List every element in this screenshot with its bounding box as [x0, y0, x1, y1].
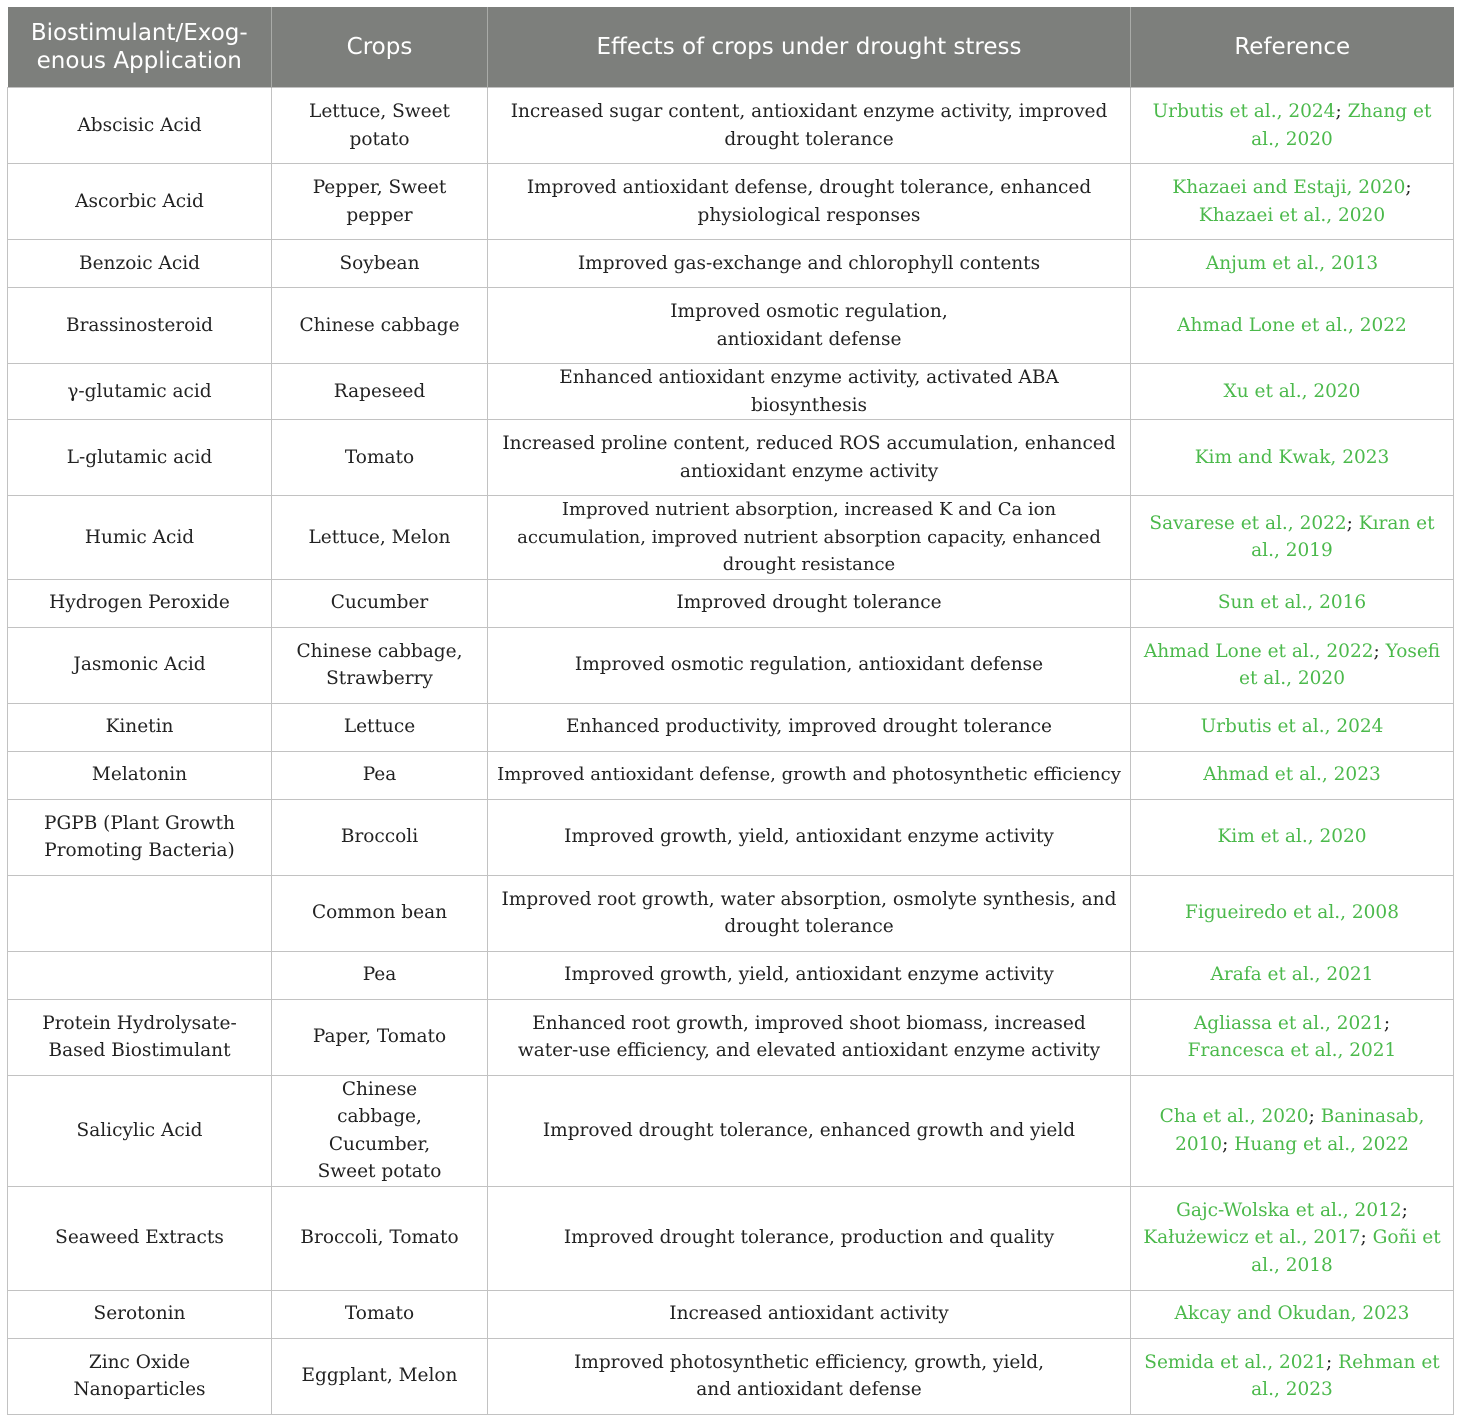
- cell-application: Seaweed Extracts: [8, 1186, 272, 1290]
- cell-application: Salicylic Acid: [8, 1075, 272, 1186]
- reference-link[interactable]: Ahmad Lone et al., 2022: [1177, 314, 1407, 336]
- table-row: [8, 703, 1454, 751]
- table-row: [8, 751, 1454, 799]
- cell-application: [8, 951, 272, 999]
- table-row: [8, 240, 1454, 288]
- reference-link[interactable]: Yosefi et al., 2020: [1239, 640, 1441, 689]
- reference-link[interactable]: Huang et al., 2022: [1234, 1133, 1409, 1155]
- cell-reference: [1131, 364, 1454, 420]
- cell-application: PGPB (Plant Growth Promoting Bacteria): [8, 799, 272, 875]
- reference-link[interactable]: Cha et al., 2020: [1159, 1106, 1309, 1127]
- cell-effects: Increased sugar content, antioxidant enzyme activity, improved drought tolerance: [488, 88, 1131, 164]
- reference-link[interactable]: Anjum et al., 2013: [1205, 252, 1379, 274]
- table-row: [8, 1075, 1454, 1186]
- table-row: [8, 88, 1454, 164]
- table-row: [8, 164, 1454, 240]
- header-effects: Effects of crops under drought stress: [488, 7, 1131, 88]
- cell-crops: Common bean: [272, 875, 488, 951]
- cell-application: Kinetin: [8, 703, 272, 751]
- cell-reference: [1131, 579, 1454, 627]
- header-reference: Reference: [1131, 7, 1454, 88]
- reference-link[interactable]: Figueiredo et al., 2008: [1185, 902, 1399, 924]
- reference-link[interactable]: Savarese et al., 2022: [1149, 512, 1347, 534]
- reference-link[interactable]: Kim and Kwak, 2023: [1194, 446, 1390, 468]
- reference-link[interactable]: Zhang et al., 2020: [1251, 101, 1432, 150]
- reference-link[interactable]: Arafa et al., 2021: [1210, 964, 1374, 986]
- reference-link[interactable]: Sun et al., 2016: [1217, 592, 1367, 614]
- cell-crops: Soybean: [272, 240, 488, 288]
- cell-effects: [488, 288, 1131, 364]
- table-row: [8, 579, 1454, 627]
- cell-application: γ-glutamic acid: [8, 364, 272, 420]
- cell-reference: Semida et al., 2021; Rehman et al., 2023: [1131, 1338, 1454, 1414]
- cell-application: Benzoic Acid: [8, 240, 272, 288]
- reference-link[interactable]: Kałużewicz et al., 2017: [1143, 1227, 1361, 1249]
- cell-reference: [1131, 751, 1454, 799]
- cell-effects: Increased proline content, reduced ROS accumulation, enhanced antioxidant enzyme activity: [488, 420, 1131, 496]
- reference-link[interactable]: Ahmad Lone et al., 2022: [1143, 640, 1374, 662]
- reference-link[interactable]: Khazaei and Estaji, 2020: [1172, 177, 1406, 198]
- cell-crops: Lettuce: [272, 703, 488, 751]
- reference-link[interactable]: Ahmad et al., 2023: [1203, 764, 1381, 786]
- cell-crops: Pea: [272, 951, 488, 999]
- reference-link[interactable]: Rehman et al., 2023: [1251, 1351, 1440, 1400]
- cell-application: Abscisic Acid: [8, 88, 272, 164]
- cell-reference: [1131, 951, 1454, 999]
- cell-crops: Pepper, Sweet pepper: [272, 164, 488, 240]
- table-row: [8, 951, 1454, 999]
- reference-link[interactable]: Akcay and Okudan, 2023: [1174, 1303, 1410, 1325]
- cell-application: [8, 875, 272, 951]
- cell-application: Melatonin: [8, 751, 272, 799]
- cell-crops: Paper, Tomato: [272, 999, 488, 1075]
- cell-effects: Improved antioxidant defense, growth and photosynthetic efficiency: [488, 751, 1131, 799]
- cell-crops: Cucumber: [272, 579, 488, 627]
- reference-link[interactable]: Urbutis et al., 2024: [1152, 101, 1336, 122]
- cell-effects: Enhanced productivity, improved drought tolerance: [488, 703, 1131, 751]
- cell-effects: Enhanced root growth, improved shoot biomass, increased water-use efficiency, and elevated antioxidant enzyme activity: [488, 999, 1131, 1075]
- cell-effects: Improved gas-exchange and chlorophyll contents: [488, 240, 1131, 288]
- effects-text: Improved osmotic regulation, antioxidant defense: [670, 301, 948, 350]
- table-row: [8, 799, 1454, 875]
- reference-link[interactable]: Khazaei et al., 2020: [1198, 204, 1386, 226]
- cell-effects: Improved osmotic regulation, antioxidant defense: [488, 627, 1131, 703]
- table-row: [8, 420, 1454, 496]
- cell-crops: Chinese cabbage, Strawberry: [272, 627, 488, 703]
- cell-crops: Lettuce, Sweet potato: [272, 88, 488, 164]
- cell-crops: Pea: [272, 751, 488, 799]
- reference-link[interactable]: Agliassa et al., 2021: [1193, 1012, 1384, 1034]
- table-row: [8, 1186, 1454, 1290]
- cell-reference: [1131, 703, 1454, 751]
- reference-link[interactable]: Francesca et al., 2021: [1187, 1040, 1397, 1061]
- reference-link[interactable]: Kıran et al., 2019: [1251, 512, 1435, 562]
- cell-effects: Improved root growth, water absorption, osmolyte synthesis, and drought tolerance: [488, 875, 1131, 951]
- cell-application: Serotonin: [8, 1290, 272, 1338]
- reference-link[interactable]: Urbutis et al., 2024: [1200, 716, 1384, 738]
- cell-crops: Lettuce, Melon: [272, 496, 488, 580]
- cell-effects: Improved nutrient absorption, increased K and Ca ion accumulation, improved nutrient absorption capacity, enhanced drought resistance: [488, 496, 1131, 580]
- cell-reference: Khazaei and Estaji, 2020; Khazaei et al., 2020: [1131, 164, 1454, 240]
- table-row: [8, 1290, 1454, 1338]
- cell-reference: [1131, 288, 1454, 364]
- cell-reference: [1131, 240, 1454, 288]
- table-row: [8, 288, 1454, 364]
- cell-application: Brassinosteroid: [8, 288, 272, 364]
- header-row: [8, 7, 1454, 88]
- cell-crops: Tomato: [272, 420, 488, 496]
- cell-application: Hydrogen Peroxide: [8, 579, 272, 627]
- reference-link[interactable]: Goñi et al., 2018: [1251, 1227, 1441, 1276]
- cell-reference: Cha et al., 2020; Baninasab, 2010; Huang et al., 2022: [1131, 1075, 1454, 1186]
- cell-effects: Improved drought tolerance: [488, 579, 1131, 627]
- reference-link[interactable]: Gajc-Wolska et al., 2012: [1176, 1199, 1402, 1221]
- table-row: [8, 1338, 1454, 1414]
- cell-reference: Agliassa et al., 2021; Francesca et al., 2021: [1131, 999, 1454, 1075]
- header-application: Biostimulant/Exog-enous Application: [8, 7, 272, 88]
- reference-link[interactable]: Xu et al., 2020: [1223, 380, 1361, 402]
- cell-reference: Savarese et al., 2022; Kıran et al., 2019: [1131, 496, 1454, 580]
- reference-link[interactable]: Semida et al., 2021: [1144, 1351, 1327, 1373]
- cell-crops: Broccoli, Tomato: [272, 1186, 488, 1290]
- cell-crops: Eggplant, Melon: [272, 1338, 488, 1414]
- cell-reference: Gajc-Wolska et al., 2012; Kałużewicz et al., 2017; Goñi et al., 2018: [1131, 1186, 1454, 1290]
- cell-reference: [1131, 1290, 1454, 1338]
- reference-link[interactable]: Kim et al., 2020: [1217, 826, 1367, 848]
- table-row: [8, 496, 1454, 580]
- table-row: [8, 875, 1454, 951]
- cell-application: L-glutamic acid: [8, 420, 272, 496]
- reference-link[interactable]: Baninasab, 2010: [1175, 1106, 1425, 1155]
- cell-reference: [1131, 799, 1454, 875]
- cell-reference: Urbutis et al., 2024; Zhang et al., 2020: [1131, 88, 1454, 164]
- header-crops: Crops: [272, 7, 488, 88]
- table-row: [8, 999, 1454, 1075]
- cell-crops: Broccoli: [272, 799, 488, 875]
- cell-effects: Improved growth, yield, antioxidant enzyme activity: [488, 799, 1131, 875]
- cell-effects: Improved antioxidant defense, drought tolerance, enhanced physiological responses: [488, 164, 1131, 240]
- cell-reference: Ahmad Lone et al., 2022; Yosefi et al., 2020: [1131, 627, 1454, 703]
- cell-effects: Improved drought tolerance, production and quality: [488, 1186, 1131, 1290]
- cell-application: Zinc Oxide Nanoparticles: [8, 1338, 272, 1414]
- table-row: [8, 627, 1454, 703]
- cell-effects: Improved growth, yield, antioxidant enzyme activity: [488, 951, 1131, 999]
- cell-crops: Chinese cabbage: [272, 288, 488, 364]
- cell-crops: Rapeseed: [272, 364, 488, 420]
- cell-effects: Improved drought tolerance, enhanced growth and yield: [488, 1075, 1131, 1186]
- cell-reference: [1131, 420, 1454, 496]
- drought-stress-table: [7, 7, 1454, 1415]
- cell-effects: Increased antioxidant activity: [488, 1290, 1131, 1338]
- cell-application: Jasmonic Acid: [8, 627, 272, 703]
- cell-crops: Chinese cabbage, Cucumber, Sweet potato: [272, 1075, 488, 1186]
- cell-effects: Improved photosynthetic efficiency, growth, yield, and antioxidant defense: [488, 1338, 1131, 1414]
- table-container: [7, 7, 1453, 1415]
- cell-application: Humic Acid: [8, 496, 272, 580]
- table-row: [8, 364, 1454, 420]
- cell-application: Ascorbic Acid: [8, 164, 272, 240]
- cell-application: Protein Hydrolysate-Based Biostimulant: [8, 999, 272, 1075]
- cell-effects: Enhanced antioxidant enzyme activity, activated ABA biosynthesis: [488, 364, 1131, 420]
- cell-crops: Tomato: [272, 1290, 488, 1338]
- cell-reference: [1131, 875, 1454, 951]
